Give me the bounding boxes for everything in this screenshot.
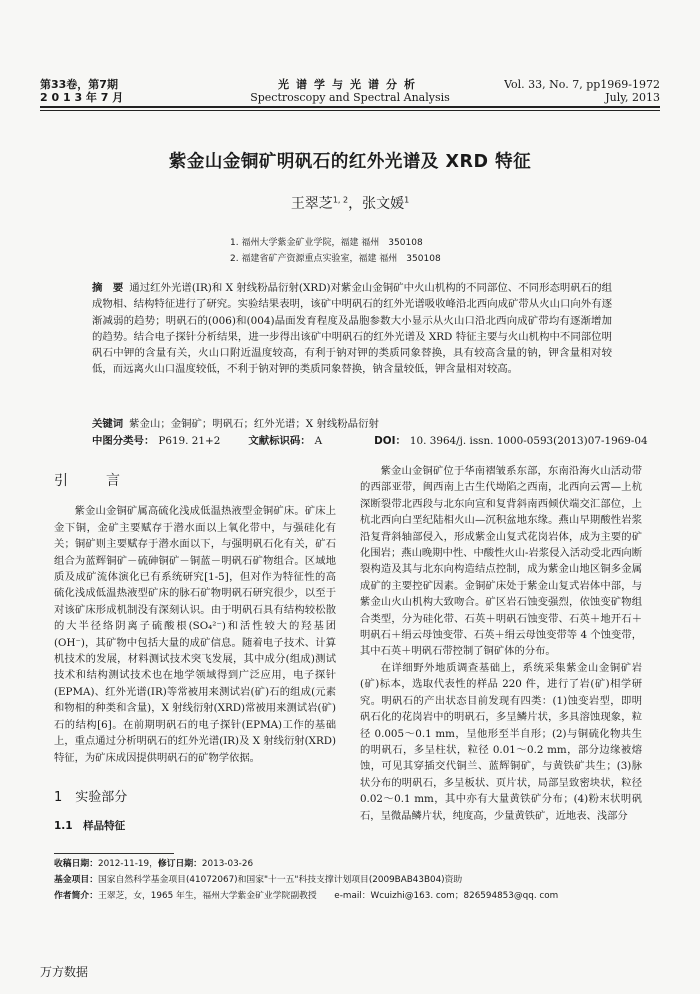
doc-code-value: A [314, 435, 323, 447]
revised-label: 修订日期： [157, 859, 202, 869]
author-2: 张文媛 [362, 196, 405, 212]
abstract-label: 摘 要 [92, 282, 124, 294]
received-label: 收稿日期： [54, 859, 98, 869]
volume-pages-text: Vol. 33, No. 7, pp1969-1972 [504, 78, 660, 91]
journal-pagination [504, 78, 660, 104]
doc-code-label: 文献标识码： [248, 435, 311, 447]
footnote-dates [54, 858, 654, 871]
left-column [54, 463, 336, 835]
revised-date: 2013-03-26 [201, 859, 254, 869]
section-1-1-heading: 1.1 样品特征 [54, 820, 126, 833]
author-1: 王翠芝 [290, 196, 333, 212]
footnote-rule [54, 853, 174, 854]
header-rule-thin [40, 110, 660, 111]
doi-value: 10. 3964/j. issn. 1000-0593(2013)07-1969-04 [409, 435, 648, 447]
abstract [92, 280, 612, 378]
journal-name-en: Spectroscopy and Spectral Analysis [250, 91, 450, 104]
classification-line [92, 433, 648, 449]
journal-name [200, 78, 500, 104]
doi-label: DOI： [374, 435, 406, 447]
keywords-text: 紫金山；金铜矿；明矾石；红外光谱；X 射线粉晶衍射 [129, 418, 379, 430]
sample-paragraph: 在详细野外地质调查基础上，系统采集紫金山金铜矿岩(矿)标本，选取代表性的样品 220 件，进行了岩(矿)相学研究。明矾石的产出状态目前发现有四类：(1)蚀变岩型，即明矾石化的花岗岩中的明矾石，多呈鳞片状，多具溶蚀现象，粒径 0.005～0.1 mm，呈他形至半自形；(2)与铜硫化物共生的明矾石，多呈柱状，粒径 0.01～0.2 mm，部分边缘被熔蚀，可见其穿插交代铜兰、蓝辉铜矿，与黄铁矿共生；(3)脉状分布的明矾石，多呈板状、页片状，局部呈致密块状，粒径 0.02～0.1 mm，其中亦有大量黄铁矿分布；(4)粉末状明矾石，呈微晶鳞片状，纯度高，少量黄铁矿，近地表、浅部分 [360, 661, 642, 822]
header-rule-thick [40, 106, 660, 108]
keywords-label: 关键词 [92, 418, 124, 430]
clc-label: 中图分类号： [92, 435, 155, 447]
month-year-text: July, 2013 [605, 91, 660, 104]
author-2-affiliation-mark: 1 [404, 195, 410, 205]
author-bio-label: 作者简介： [54, 891, 98, 901]
footnote-author [54, 890, 654, 903]
geology-paragraph: 紫金山金铜矿位于华南褶皱系东部，东南沿海火山活动带的西部亚带，闽西南上古生代坳陷之西南，北西向云霄—上杭深断裂带北西段与北东向宣和复背斜南西倾伏端交汇部位，上杭北西向白垩纪陆相火山—沉积盆地东缘。燕山早期酸性岩浆沿复背斜轴部侵入，形成紫金山复式花岗岩体，成为主要的矿化围岩；燕山晚期中性、中酸性火山-岩浆侵入活动受北西向断裂构造及其与北东向构造结点控制，成为紫金山地区铜多金属成矿的主要控矿因素。金铜矿床处于紫金山复式岩体中部，与紫金山火山机构大致吻合。矿区岩石蚀变强烈，依蚀变矿物组合类型，分为硅化带、石英＋明矾石蚀变带、石英＋地开石＋明矾石＋绢云母蚀变带、石英＋绢云母蚀变带等 4 个蚀变带，其中石英＋明矾石带控制了铜矿体的分布。 [360, 465, 642, 658]
database-watermark: 万方数据 [40, 965, 89, 979]
funding-label: 基金项目： [54, 875, 98, 885]
funding-text: 国家自然科学基金项目(41072067)和国家"十一五"科技支撑计划项目(2009BAB43B04)资助 [98, 875, 463, 885]
clc-value: P619. 21+2 [158, 435, 221, 447]
abstract-text: 通过红外光谱(IR)和 X 射线粉晶衍射(XRD)对紫金山金铜矿中火山机构的不同部位、不同形态明矾石的组成物相、结构特征进行了研究。实验结果表明，该矿中明矾石的红外光谱吸收峰沿北西向成矿带从火山口向外有逐渐减弱的趋势；明矾石的(006)和(004)晶面发育程度及晶胞参数大小显示从火山口沿北西向成矿带均有逐渐增加的趋势。结合电子探针分析结果，进一步得出该矿中明矾石的红外光谱及 XRD 特征主要与火山机构中不同部位明矾石中钾的含量有关，火山口附近温度较高，有利于钠对钾的类质同象替换，具有较高含量的钠，钾含量相对较低，而远离火山口温度较低，不利于钠对钾的类质同象替换，钠含量较低，钾含量相对较高。 [92, 282, 613, 376]
right-column [360, 463, 642, 824]
section-1-heading: 1 实验部分 [54, 789, 128, 805]
footnote-funding [54, 874, 654, 887]
author-1-affiliation-mark: 1, 2 [332, 195, 349, 205]
keywords [92, 416, 652, 432]
volume-issue-text: 第33卷，第7期 [40, 78, 118, 91]
received-date: 2012-11-19， [98, 859, 158, 869]
journal-name-cn: 光谱学与光谱分析 [278, 78, 422, 91]
publication-date-text: 2 0 1 3 年 7 月 [40, 91, 124, 104]
introduction-heading: 引 言 [54, 473, 132, 489]
affiliation-2: 2. 福建省矿产资源重点实验室，福建 福州 350108 [230, 254, 441, 264]
introduction-paragraph: 紫金山金铜矿属高硫化浅成低温热液型金铜矿床。矿床上金下铜，金矿主要赋存于潜水面以上氧化带中，与强硅化有关；铜矿则主要赋存于潜水面以下，与强明矾石化有关，矿石组合为蓝辉铜矿－硫砷铜矿－铜蓝－明矾石矿物组合。区域地质及成矿流体演化已有系统研究[1-5]，但对作为特征性的高硫化浅成低温热液型矿床的脉石矿物明矾石研究很少，以至于对该矿床形成机制没有深刻认识。由于明矾石具有结构较松散的大半径络阴离子硫酸根(SO₄²⁻)和活性较大的羟基团(OH⁻)，其矿物中包括大量的成矿信息。随着电子技术、计算机技术的发展，材料测试技术突飞发展，其中成分(组成)测试技术和结构测试技术也在地学领域得到广泛应用，电子探针(EPMA)、红外光谱(IR)等常被用来测试岩(矿)石的组成(元素和物相的种类和含量)，X 射线衍射(XRD)常被用来测试岩(矿)石的结构[6]。在前期明矾石的电子探针(EPMA)工作的基础上，重点通过分析明矾石的红外光谱(IR)及 X 射线衍射(XRD)特征，为矿床成因提供明矾石的矿物学依据。 [54, 505, 336, 764]
journal-volume-issue [40, 78, 123, 104]
author-line [40, 193, 660, 213]
author-bio-text: 王翠芝，女，1965 年生，福州大学紫金矿业学院副教授 e-mail：Wcuizhi@163. com；826594853@qq. com [98, 891, 559, 901]
affiliation-1: 1. 福州大学紫金矿业学院，福建 福州 350108 [230, 238, 423, 248]
author-separator: ， [348, 196, 363, 212]
paper-title: 紫金山金铜矿明矾石的红外光谱及 XRD 特征 [168, 152, 532, 172]
